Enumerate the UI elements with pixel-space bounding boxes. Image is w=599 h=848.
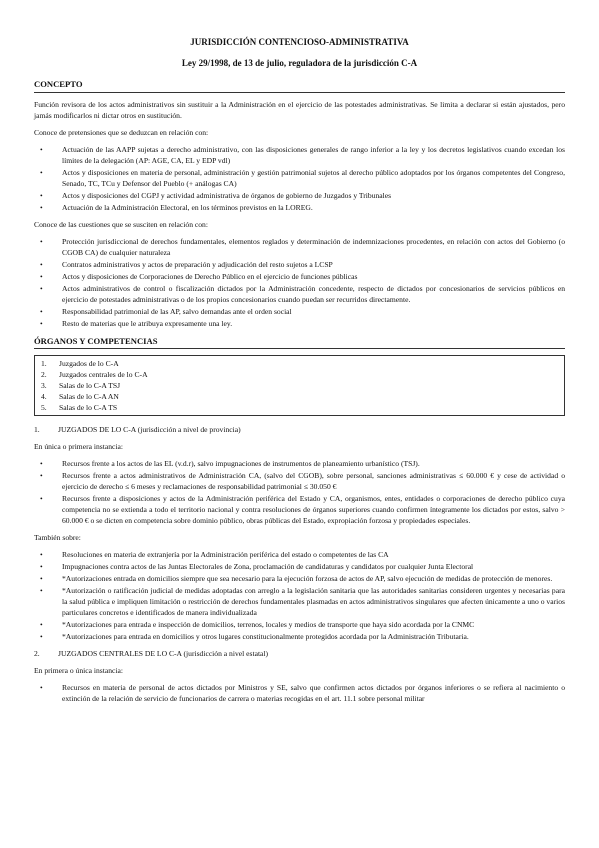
list-item: • Actuación de la Administración Electoral, en los términos previstos en la LOREG. — [62, 202, 565, 213]
concepto-intro: Función revisora de los actos administrativos sin sustituir a la Administración en el ejercicio de las potestades administrativas. Se limita a declarar si están ajustados, pero jamás modificarlos ni dictar otros en sustitución. — [34, 99, 565, 120]
juzgados-tambien-label: También sobre: — [34, 533, 81, 542]
list-item: • Protección jurisdiccional de derechos fundamentales, elementos reglados y determinación de indemnizaciones procedentes, en relación con actos del Gobierno (o CGOB CA) de cualquier naturaleza — [62, 236, 565, 258]
centrales-instancia-label: En primera o única instancia: — [34, 666, 123, 675]
list-item: • *Autorización o ratificación judicial de medidas adoptadas con arreglo a la legislación sanitaria que las autoridades sanitarias consideren urgentes y necesarias para la salud pública e impliquen limitación o restricción de derechos fundamentales plasmadas en actos administrativos singulares que afecten únicamente a uno o varios particulares concretos e identificados de manera individualizada — [62, 585, 565, 618]
cuestiones-list — [34, 236, 565, 329]
juzgados-instancia-list — [34, 458, 565, 526]
list-item: • Responsabilidad patrimonial de las AP, salvo demandas ante el orden social — [62, 306, 565, 317]
document-subtitle: Ley 29/1998, de 13 de julio, reguladora de la jurisdicción C-A — [181, 58, 418, 69]
list-item: • Resto de materias que le atribuya expresamente una ley. — [62, 318, 565, 329]
pretensiones-list — [34, 144, 565, 213]
organos-item: 2. Juzgados centrales de lo C-A — [41, 370, 148, 379]
list-item: • Contratos administrativos y actos de preparación y adjudicación del resto sujetos a LCSP — [62, 259, 565, 270]
section-heading-organos: ÓRGANOS Y COMPETENCIAS — [34, 335, 565, 349]
list-item: • Recursos en materia de personal de actos dictados por Ministros y SE, salvo que confirmen actos dictados por órganos inferiores o se refiera al nacimiento o extinción de la relación de servicio de funcionarios de carrera o materias recogidas en el art. 11.1 sobre personal militar — [62, 682, 565, 704]
organos-item: 3. Salas de lo C-A TSJ — [41, 381, 121, 390]
centrales-heading: 2. JUZGADOS CENTRALES DE LO C-A (jurisdicción a nivel estatal) — [34, 649, 269, 658]
list-item: • *Autorizaciones para entrada en domicilios y otros lugares constitucionalmente protegidos acordada por la Administración Tributaria. — [62, 631, 565, 642]
juzgados-tambien-list — [34, 549, 565, 642]
list-item: • Recursos frente a disposiciones y actos de la Administración periférica del Estado y CA, organismos, entes, entidades o corporaciones de derecho público cuya competencia no se extienda a todo el territorio nacional y contra resoluciones de órganos superiores cuando confirmen íntegramente los dictados por estos, salvo > 60.000 € o se dicten en competencia sobre dominio público, obras públicas del Estado, expropiación forzosa y propiedades especiales. — [62, 493, 565, 526]
pretensiones-label: Conoce de pretensiones que se deduzcan en relación con: — [34, 127, 209, 137]
section-heading-concepto: CONCEPTO — [34, 78, 565, 92]
list-item: • Impugnaciones contra actos de las Juntas Electorales de Zona, proclamación de candidaturas y candidatos por cualquier Junta Electoral — [62, 561, 565, 572]
list-item: • Actos y disposiciones en materia de personal, administración y gestión patrimonial sujetos al derecho público adoptados por los órganos competentes del Congreso, Senado, TC, TCu y Defensor del Pueblo (+ análogas CA) — [62, 167, 565, 189]
juzgados-heading: 1. JUZGADOS DE LO C-A (jurisdicción a nivel de provincia) — [34, 425, 241, 434]
document-title: JURISDICCIÓN CONTENCIOSO-ADMINISTRATIVA — [190, 37, 409, 47]
list-item: • *Autorizaciones para entrada e inspección de domicilios, terrenos, locales y medios de transporte que haya sido acordada por la CNMC — [62, 619, 565, 630]
centrales-instancia-list — [34, 682, 565, 704]
list-item: • Actuación de las AAPP sujetas a derecho administrativo, con las disposiciones generales de rango inferior a la ley y los decretos legislativos cuando excedan los límites de la delegación (AP: AGE, CA, EL y EDP vdl) — [62, 144, 565, 166]
list-item: • Actos administrativos de control o fiscalización dictados por la Administración concedente, respecto de dictados por concesionarios de servicios públicos en ejercicio de potestades administrativas o de los propios concesionarios cuando puedan ser recurridos directamente. — [62, 283, 565, 305]
list-item: • Actos y disposiciones del CGPJ y actividad administrativa de órganos de gobierno de Juzgados y Tribunales — [62, 190, 565, 201]
list-item: • Resoluciones en materia de extranjería por la Administración periférica del estado o competentes de las CA — [62, 549, 565, 560]
organos-box — [34, 355, 565, 416]
list-item: • Recursos frente a los actos de las EL (v.d.r), salvo impugnaciones de instrumentos de planeamiento urbanístico (TSJ). — [62, 458, 565, 469]
juzgados-instancia-label: En única o primera instancia: — [34, 442, 123, 451]
list-item: • *Autorizaciones entrada en domicilios siempre que sea necesario para la ejecución forzosa de actos de AP, salvo ejecución de medidas de protección de menores. — [62, 573, 565, 584]
list-item: • Recursos frente a actos administrativos de Administración CA, (salvo del CGOB), sobre personal, sanciones administrativas ≤ 60.000 € y cese de actividad o ejercicio de derecho ≤ 6 meses y reclamaciones de responsabilidad patrimonial ≤ 30.050 € — [62, 470, 565, 492]
cuestiones-label: Conoce de las cuestiones que se susciten en relación con: — [34, 219, 208, 229]
list-item: • Actos y disposiciones de Corporaciones de Derecho Público en el ejercicio de funciones públicas — [62, 271, 565, 282]
organos-item: 1. Juzgados de lo C-A — [41, 359, 119, 368]
organos-item: 5. Salas de lo C-A TS — [41, 403, 118, 412]
organos-item: 4. Salas de lo C-A AN — [41, 392, 119, 401]
